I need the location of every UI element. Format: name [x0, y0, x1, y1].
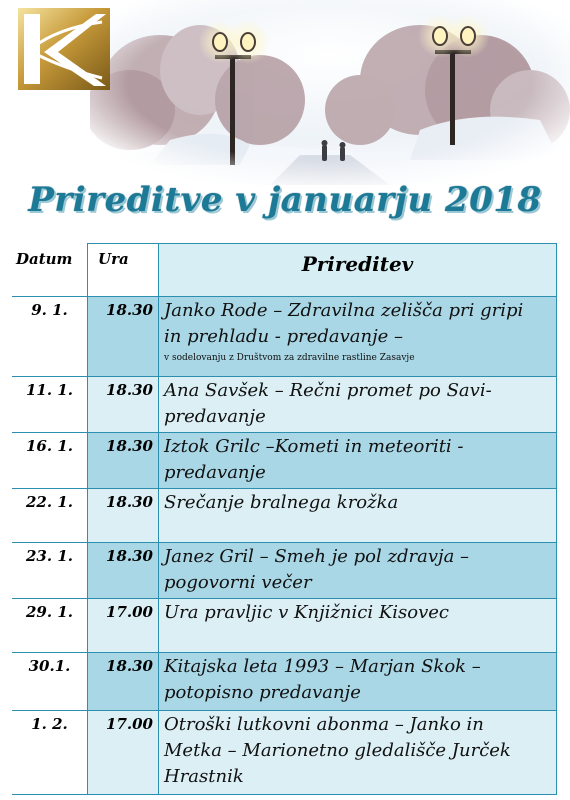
event-time: 18.30 — [88, 653, 159, 711]
column-header-date: Datum — [16, 249, 73, 268]
event-time: 17.00 — [88, 599, 159, 653]
event-line: Ana Savšek – Rečni promet po Savi- — [164, 380, 492, 401]
event-line: Janko Rode – Zdravilna zelišča pri gripi — [164, 300, 524, 321]
event-description — [159, 377, 557, 433]
event-time: 17.00 — [88, 711, 159, 795]
page-title: Prireditve v januarju 2018 — [28, 180, 542, 220]
event-note: v sodelovanju z Društvom za zdravilne rastline Zasavje — [164, 353, 415, 363]
library-logo — [18, 8, 110, 90]
table-row — [12, 297, 557, 377]
event-line: Iztok Grilc –Kometi in meteoriti - — [164, 436, 464, 457]
event-line: predavanje — [164, 462, 266, 483]
event-time: 18.30 — [88, 543, 159, 599]
event-line: Ura pravljic v Knjižnici Kisovec — [164, 602, 449, 623]
event-description — [159, 543, 557, 599]
event-time: 18.30 — [88, 433, 159, 489]
table-row — [12, 599, 557, 653]
event-time: 18.30 — [88, 489, 159, 543]
event-line: Otroški lutkovni abonma – Janko in — [164, 714, 484, 735]
table-row — [12, 543, 557, 599]
table-row — [12, 489, 557, 543]
event-date: 11. 1. — [12, 377, 88, 433]
event-line: pogovorni večer — [164, 572, 312, 593]
event-description — [159, 433, 557, 489]
event-date: 30.1. — [12, 653, 88, 711]
table-row — [12, 377, 557, 433]
event-description — [159, 489, 557, 543]
event-line: Metka – Marionetno gledališče Jurček — [164, 740, 511, 761]
event-line: Janez Gril – Smeh je pol zdravja – — [164, 546, 470, 567]
event-description — [159, 653, 557, 711]
event-description — [159, 297, 557, 377]
event-time: 18.30 — [88, 377, 159, 433]
event-time: 18.30 — [88, 297, 159, 377]
event-date: 29. 1. — [12, 599, 88, 653]
column-header-time: Ura — [88, 244, 159, 297]
event-date: 16. 1. — [12, 433, 88, 489]
table-row — [12, 653, 557, 711]
event-line: Hrastnik — [164, 766, 244, 787]
column-header-event: Prireditev — [159, 244, 557, 297]
event-date: 22. 1. — [12, 489, 88, 543]
events-table — [12, 243, 557, 795]
table-header-row — [12, 244, 557, 297]
event-line: predavanje — [164, 406, 266, 427]
event-date: 1. 2. — [12, 711, 88, 795]
winter-park-photo — [90, 0, 570, 185]
event-line: potopisno predavanje — [164, 682, 361, 703]
table-row — [12, 711, 557, 795]
table-row — [12, 433, 557, 489]
event-date: 23. 1. — [12, 543, 88, 599]
event-date: 9. 1. — [12, 297, 88, 377]
event-description — [159, 711, 557, 795]
event-line: Kitajska leta 1993 – Marjan Skok – — [164, 656, 481, 677]
event-description — [159, 599, 557, 653]
event-line: Srečanje bralnega krožka — [164, 492, 399, 513]
event-line: in prehladu - predavanje – — [164, 326, 404, 347]
